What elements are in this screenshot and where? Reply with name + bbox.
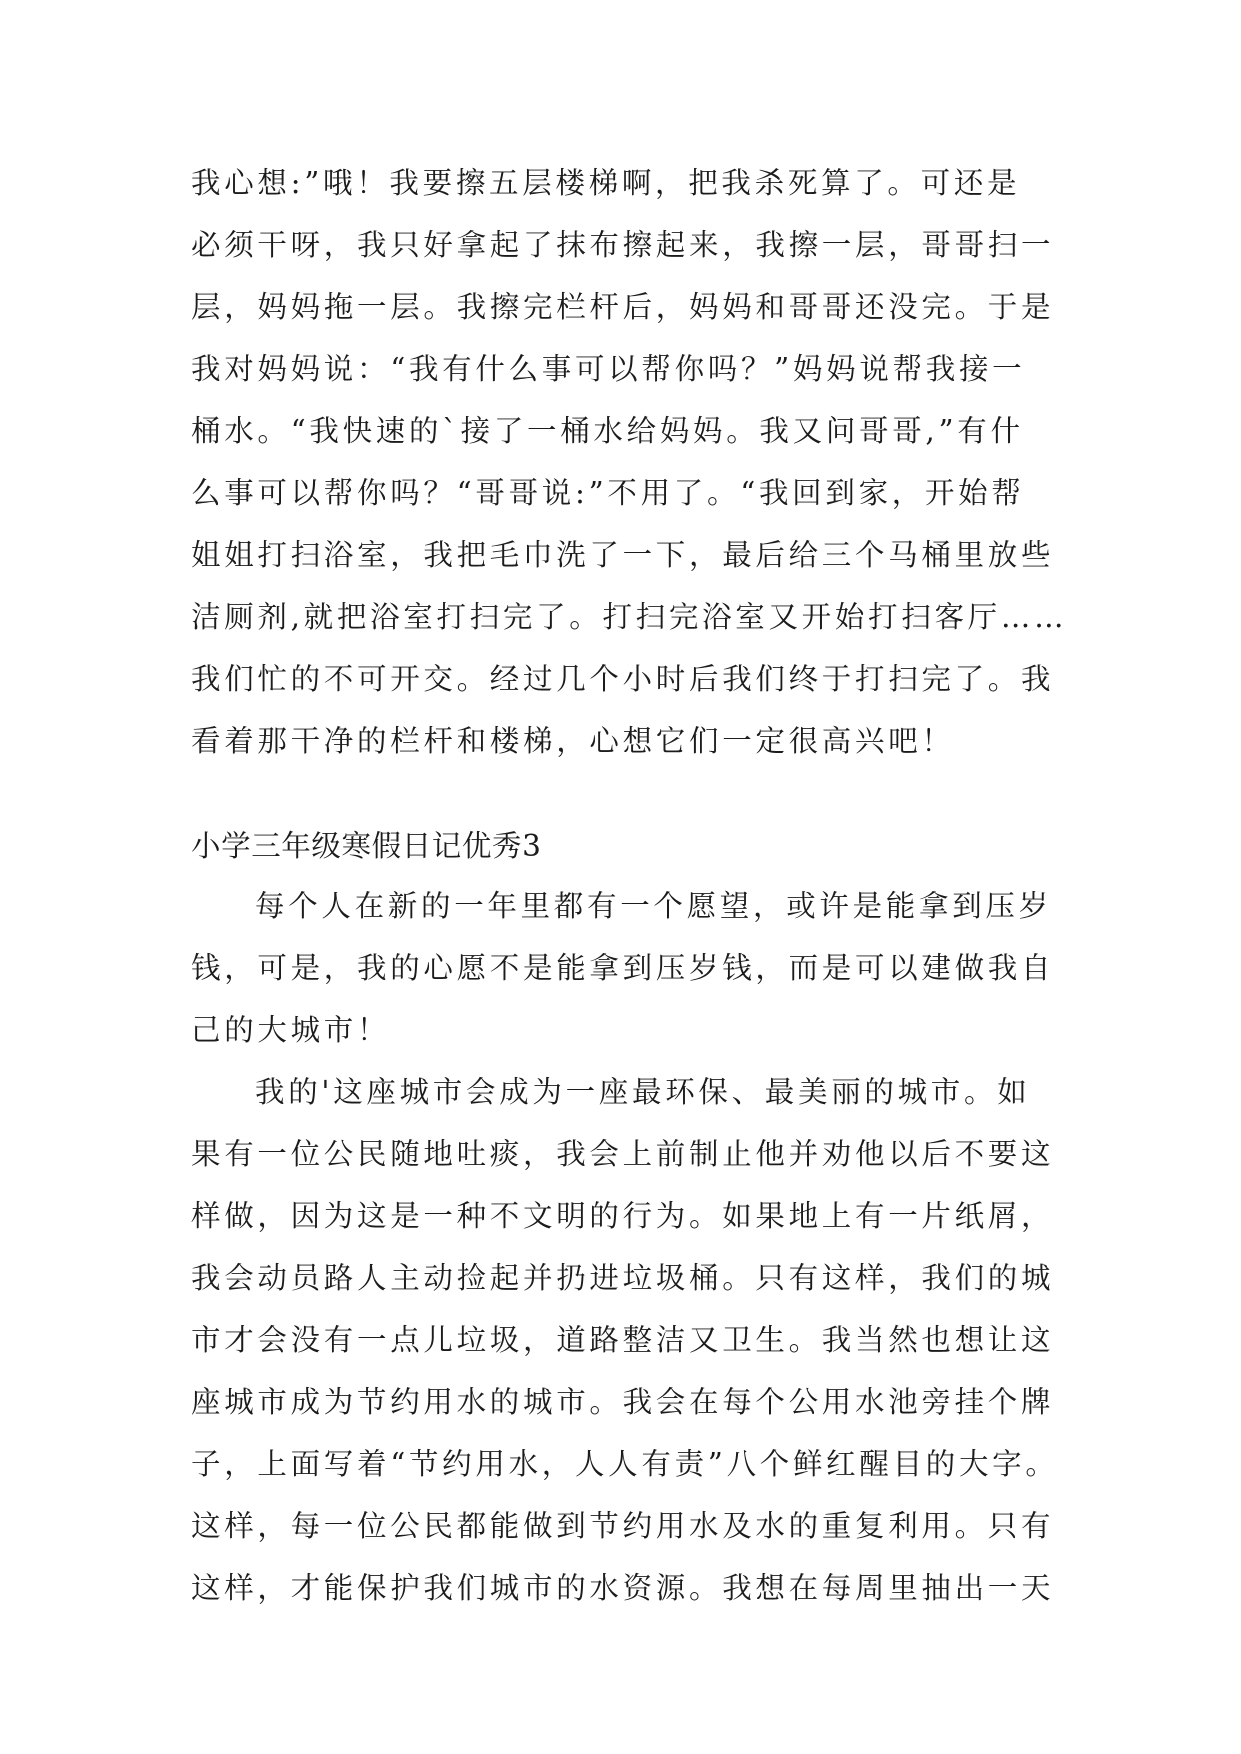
- text-line: 姐姐打扫浴室，我把毛巾洗了一下，最后给三个马桶里放些: [191, 538, 1055, 572]
- text-line: 我会动员路人主动捡起并扔进垃圾桶。只有这样，我们的城: [191, 1261, 1055, 1295]
- text-line: 桶水。“我快速的`接了一桶水给妈妈。我又问哥哥,”有什: [191, 414, 1024, 448]
- text-line: 座城市成为节约用水的城市。我会在每个公用水池旁挂个牌: [191, 1385, 1055, 1419]
- section-heading: 小学三年级寒假日记优秀3: [191, 829, 542, 863]
- paragraph-first-line: 我的'这座城市会成为一座最环保、最美丽的城市。如: [255, 1075, 1031, 1109]
- text-line: 我心想:”哦！我要擦五层楼梯啊，把我杀死算了。可还是: [191, 166, 1021, 200]
- text-line: 这样，才能保护我们城市的水资源。我想在每周里抽出一天: [191, 1571, 1055, 1605]
- text-line: 钱，可是，我的心愿不是能拿到压岁钱，而是可以建做我自: [191, 951, 1055, 985]
- text-line: 洁厕剂,就把浴室打扫完了。打扫完浴室又开始打扫客厅……: [191, 600, 1068, 634]
- text-line: 这样，每一位公民都能做到节约用水及水的重复利用。只有: [191, 1509, 1055, 1543]
- text-line: 么事可以帮你吗？“哥哥说:”不用了。“我回到家，开始帮: [191, 476, 1025, 510]
- paragraph-first-line: 每个人在新的一年里都有一个愿望，或许是能拿到压岁: [255, 889, 1052, 923]
- text-line: 子，上面写着“节约用水，人人有责”八个鲜红醒目的大字。: [191, 1447, 1059, 1481]
- text-line: 果有一位公民随地吐痰，我会上前制止他并劝他以后不要这: [191, 1137, 1055, 1171]
- text-line: 看着那干净的栏杆和楼梯，心想它们一定很高兴吧！: [191, 724, 955, 758]
- text-line: 我对妈妈说：“我有什么事可以帮你吗？”妈妈说帮我接一: [191, 352, 1026, 386]
- text-line: 样做，因为这是一种不文明的行为。如果地上有一片纸屑，: [191, 1199, 1055, 1233]
- text-line: 层，妈妈拖一层。我擦完栏杆后，妈妈和哥哥还没完。于是: [191, 290, 1055, 324]
- text-line: 市才会没有一点儿垃圾，道路整洁又卫生。我当然也想让这: [191, 1323, 1055, 1357]
- text-line: 己的大城市！: [191, 1013, 391, 1047]
- text-line: 我们忙的不可开交。经过几个小时后我们终于打扫完了。我: [191, 662, 1055, 696]
- text-line: 必须干呀，我只好拿起了抹布擦起来，我擦一层，哥哥扫一: [191, 228, 1055, 262]
